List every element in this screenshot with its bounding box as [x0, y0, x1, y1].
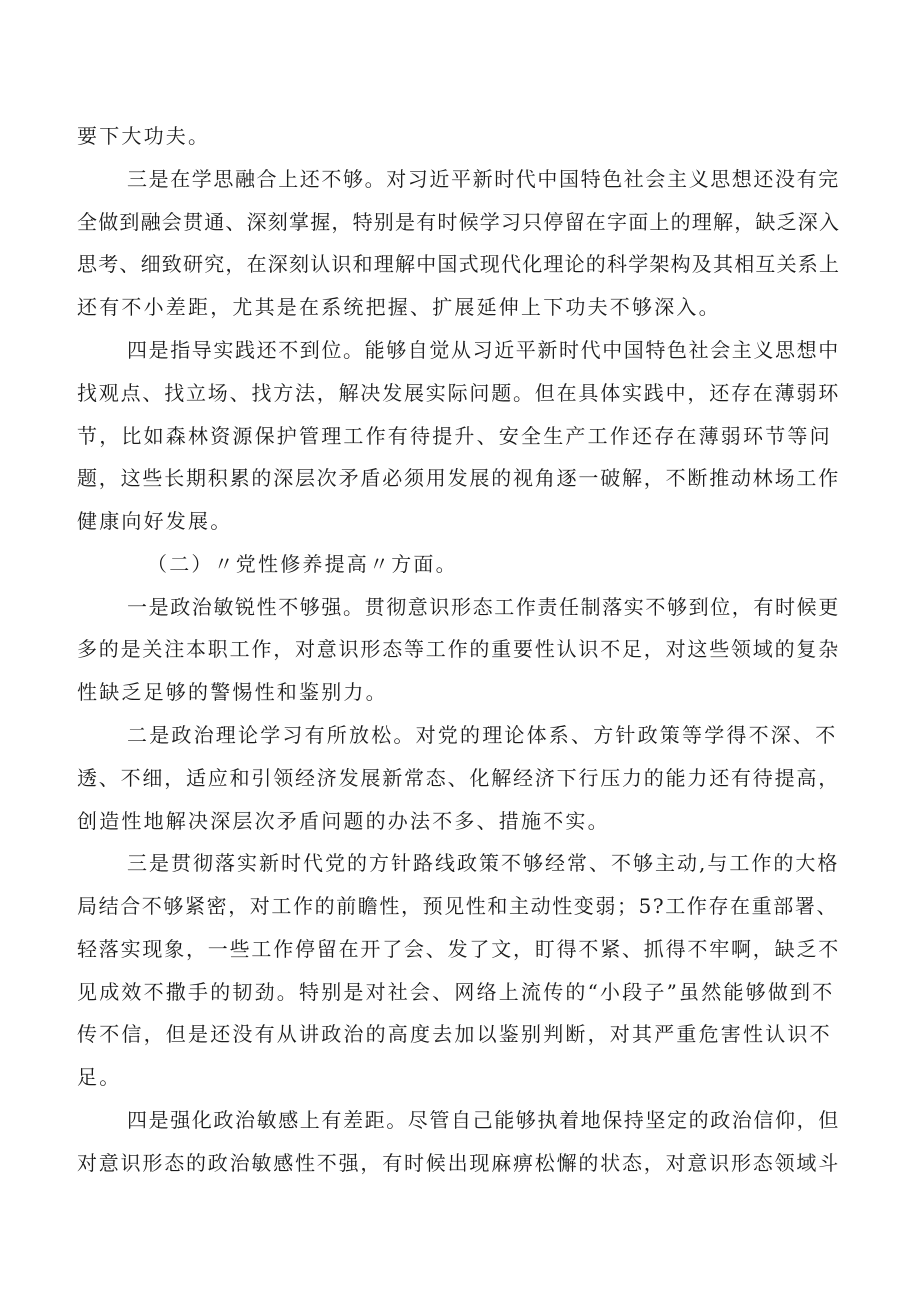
text-line: 找观点、找立场、找方法，解决发展实际问题。但在具体实践中，还存在薄弱环 — [77, 381, 840, 405]
text-line: 轻落实现象，一些工作停留在开了会、发了文，盯得不紧、抓得不牢啊，缺乏不 — [77, 937, 840, 961]
paragraph-start-line: 二是政治理论学习有所放松。对党的理论体系、方针政策等学得不深、不 — [127, 723, 838, 747]
text-line: 透、不细，适应和引领经济发展新常态、化解经济下行压力的能力还有待提高， — [77, 766, 840, 790]
text-line: 足。 — [77, 1065, 122, 1089]
text-line: 局结合不够紧密，对工作的前瞻性，预见性和主动性变弱；5?工作存在重部署、 — [77, 894, 839, 918]
text-line: 题，这些长期积累的深层次矛盾必须用发展的视角逐一破解，不断推动林场工作 — [77, 466, 840, 490]
text-line: 创造性地解决深层次矛盾问题的办法不多、措施不实。 — [77, 809, 610, 833]
section-heading: （二）〃党性修养提高〃方面。 — [147, 552, 458, 576]
paragraph-start-line: 三是贯彻落实新时代党的方针路线政策不够经常、不够主动,与工作的大格 — [127, 851, 840, 875]
text-line: 对意识形态的政治敏感性不强，有时候出现麻痹松懈的状态，对意识形态领域斗 — [77, 1151, 840, 1175]
text-line: 思考、细致研究，在深刻认识和理解中国式现代化理论的科学架构及其相互关系上 — [77, 252, 841, 276]
text-line: 节，比如森林资源保护管理工作有待提升、安全生产工作还存在薄弱环节等问 — [77, 424, 832, 448]
text-line: 性缺乏足够的警惕性和鉴别力。 — [77, 680, 388, 704]
text-line: 还有不小差距，尤其是在系统把握、扩展延伸上下功夫不够深入。 — [77, 295, 721, 319]
text-line: 要下大功夫。 — [77, 124, 211, 148]
paragraph-start-line: 三是在学思融合上还不够。对习近平新时代中国特色社会主义思想还没有完 — [127, 167, 840, 191]
text-line: 传不信，但是还没有从讲政治的高度去加以鉴别判断，对其严重危害性认识不 — [77, 1022, 832, 1046]
paragraph-start-line: 四是强化政治敏感上有差距。尽管自己能够执着地保持坚定的政治信仰，但 — [127, 1108, 840, 1132]
text-line: 多的是关注本职工作，对意识形态等工作的重要性认识不足，对这些领域的复杂 — [77, 637, 840, 661]
text-line: 全做到融会贯通、深刻掌握，特别是有时候学习只停留在字面上的理解，缺乏深入 — [77, 210, 841, 234]
text-line: 见成效不撒手的韧劲。特别是对社会、网络上流传的“小段子”虽然能够做到不 — [77, 980, 835, 1004]
paragraph-start-line: 四是指导实践还不到位。能够自觉从习近平新时代中国特色社会主义思想中 — [127, 338, 840, 362]
paragraph-start-line: 一是政治敏锐性不够强。贯彻意识形态工作责任制落实不够到位，有时候更 — [127, 595, 840, 619]
text-line: 健康向好发展。 — [77, 509, 233, 533]
